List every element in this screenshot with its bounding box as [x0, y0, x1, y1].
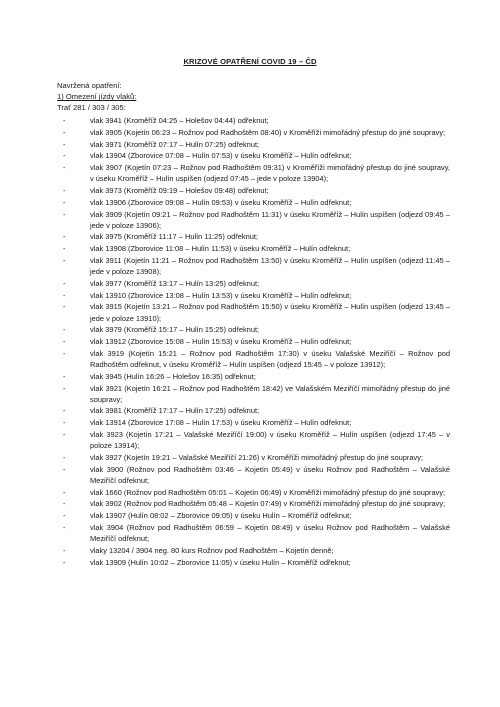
- list-item: [57, 290, 450, 301]
- list-item-text: vlak 13907 (Hulín 08:02 – Zborovice 09:05) v úseku Hulín – Kroměříž odřeknut;: [90, 511, 352, 521]
- list-item-text: vlak 3975 (Kroměříž 11:17 – Hulín 11:25) odřeknut;: [90, 232, 258, 242]
- bullet-dash: -: [63, 557, 66, 567]
- bullet-dash: -: [63, 511, 66, 521]
- list-item: [57, 162, 450, 184]
- list-item-text: vlak 3979 (Kroměříž 15:17 – Hulín 15:25) odřeknut;: [90, 325, 260, 335]
- list-item: [57, 371, 450, 382]
- bullet-dash: -: [63, 127, 66, 137]
- bullet-dash: -: [63, 406, 66, 416]
- bullet-dash: -: [63, 337, 66, 347]
- bullet-dash: -: [63, 116, 66, 125]
- bullet-dash: -: [63, 290, 66, 300]
- list-item: [57, 185, 450, 196]
- bullet-dash: -: [63, 163, 66, 173]
- list-item: [57, 348, 450, 370]
- list-item-text: vlak 13906 (Zborovice 09:08 – Hulín 09:53) v úseku Kroměříž – Hulín odřeknut;: [90, 197, 352, 207]
- list-item-text: vlak 3981 (Kroměříž 17:17 – Hulín 17:25) odřeknut;: [90, 406, 260, 416]
- bullet-dash: -: [63, 499, 66, 509]
- list-item-text: vlak 3907 (Kojetín 07:23 – Rožnov pod Radhoštěm 09:31) v Kroměříži mimořádný přestup do jiné soupravy, v úseku Kroměříž – Hulín uspíšen (odjezd 07:45 – jede v poloze 13904);: [90, 163, 450, 184]
- list-item: [57, 127, 450, 138]
- list-item-text: vlak 3900 (Rožnov pod Radhoštěm 03:46 – Kojetín 05:49) v úseku Rožnov pod Radhoštěm – Valašské Meziříčí odřeknut;: [90, 464, 450, 485]
- list-item: [57, 545, 450, 556]
- bullet-dash: -: [63, 325, 66, 335]
- list-item: [57, 487, 450, 498]
- list-item: [57, 498, 450, 509]
- list-item: [57, 139, 450, 150]
- section-heading: 1) Omezení jízdy vlaků:: [57, 92, 137, 102]
- bullet-dash: -: [63, 371, 66, 381]
- bullet-dash: -: [63, 139, 66, 149]
- list-item: [57, 557, 450, 568]
- bullet-dash: -: [63, 151, 66, 161]
- bullet-dash: -: [63, 244, 66, 254]
- bullet-dash: -: [63, 522, 66, 532]
- list-item-text: vlak 13914 (Zborovice 17:08 – Hulín 17:53) v úseku Kroměříž – Hulín odřeknut;: [90, 418, 352, 428]
- list-item-text: vlak 3905 (Kojetín 06:23 – Rožnov pod Radhoštěm 08:40) v Kroměříži mimořádný přestup do jiné soupravy;: [90, 127, 446, 137]
- list-item: [57, 278, 450, 289]
- bullet-dash: -: [63, 452, 66, 462]
- bullet-dash: -: [63, 197, 66, 207]
- list-item-text: vlak 3977 (Kroměříž 13:17 – Hulín 13:25) odřeknut;: [90, 278, 260, 288]
- bullet-dash: -: [63, 383, 66, 393]
- document-title: KRIZOVÉ OPATŘENÍ COVID 19 – ČD: [183, 57, 317, 66]
- list-item: [57, 209, 450, 231]
- list-item: [57, 405, 450, 416]
- list-item: [57, 243, 450, 254]
- list-item-text: vlak 13909 (Hulín 10:02 – Zborovice 11:05) v úseku Hulín – Kroměříž odřeknut;: [90, 557, 351, 567]
- list-item-text: vlak 3973 (Kroměříž 09:19 – Holešov 09:48) odřeknut;: [90, 186, 269, 195]
- list-item-text: vlak 3921 (Kojetín 16:21 – Rožnov pod Radhoštěm 18:42) ve Valašském Meziříčí mimořádný přestup do jiné soupravy;: [90, 383, 450, 404]
- list-item: [57, 115, 450, 126]
- list-item-text: vlak 3919 (Kojetín 15:21 – Rožnov pod Radhoštěm 17:30) v úseku Valašské Meziříčí – Rožnov pod Radhoštěm odřeknut, v úseku Kroměříž – Hulín uspíšen (odjezd 15:45 – v poloze 13912);: [90, 348, 450, 369]
- list-item: [57, 510, 450, 521]
- track-label: Trať 281 / 303 / 305:: [57, 103, 126, 113]
- list-item: [57, 324, 450, 335]
- bullet-dash: -: [63, 209, 66, 219]
- list-item: [57, 417, 450, 428]
- list-item-text: vlak 3902 (Rožnov pod Radhoštěm 05:48 – Kojetín 07:49) v Kroměříži mimořádný přestup do jiné soupravy;: [90, 499, 446, 509]
- list-item-text: vlak 13904 (Zborovice 07:08 – Hulín 07:53) v úseku Kroměříž – Hulín odřeknut;: [90, 151, 352, 161]
- list-item-text: vlak 3923 (Kojetín 17:21 – Valašské Meziříčí 19:00) v úseku Kroměříž – Hulín uspíšen (odjezd 17:45 – v poloze 13914);: [90, 429, 450, 451]
- list-item-text: vlak 1660 (Rožnov pod Radhoštěm 05:01 – Kojetín 06:49) v Kroměříži mimořádný přestup do jiné soupravy;: [90, 487, 446, 497]
- bullet-dash: -: [63, 348, 66, 358]
- list-item: [57, 452, 450, 463]
- list-item: [57, 255, 450, 277]
- bullet-dash: -: [63, 429, 66, 439]
- bullet-dash: -: [63, 545, 66, 555]
- list-item-text: vlak 3971 (Kroměříž 07:17 – Hulín 07:25) odřeknut;: [90, 139, 260, 149]
- intro-block: [57, 80, 136, 114]
- list-item-text: vlak 3904 (Rožnov pod Radhoštěm 06:59 – Kojetín 08:49) v úseku Rožnov pod Radhoštěm – Valašské Meziříčí odřeknut;: [90, 522, 450, 543]
- measures-heading: Navržená opatření:: [57, 81, 122, 90]
- bullet-dash: -: [63, 232, 66, 242]
- bullet-dash: -: [63, 256, 66, 265]
- list-item: [57, 231, 450, 242]
- list-item-text: vlak 13908 (Zborovice 11:08 – Hulín 11:53) v úseku Kroměříž – Hulín odřeknut;: [90, 244, 351, 254]
- list-item: [57, 336, 450, 347]
- list-item: [57, 150, 450, 161]
- bullet-dash: -: [63, 418, 66, 428]
- bullet-dash: -: [63, 302, 66, 312]
- list-item-text: vlak 3909 (Kojetín 09:21 – Rožnov pod Radhoštěm 11:31) v úseku Kroměříž – Hulín uspíšen (odjezd 09:45 – jede v poloze 13906);: [90, 209, 450, 230]
- list-item-text: vlak 3945 (Hulín 16:26 – Holešov 16:35) odřeknut;: [90, 371, 256, 381]
- list-item: [57, 464, 450, 486]
- list-item-text: vlak 3927 (Kojetín 19:21 – Valašské Meziříčí 21:26) v Kroměříži mimořádný přestup do jiné soupravy;: [90, 452, 424, 462]
- train-list: [57, 115, 450, 568]
- list-item: [57, 429, 450, 451]
- list-item: [57, 301, 450, 323]
- bullet-dash: -: [63, 186, 66, 195]
- bullet-dash: -: [63, 487, 66, 497]
- bullet-dash: -: [63, 464, 66, 474]
- list-item-text: vlak 13912 (Zborovice 15:08 – Hulín 15:53) v úseku Kroměříž – Hulín odřeknut;: [90, 337, 352, 347]
- list-item-text: vlak 3915 (Kojetín 13:21 – Rožnov pod Radhoštěm 15:50) v úseku Kroměříž – Hulín uspíšen (odjezd 13:45 – jede v poloze 13910);: [90, 302, 450, 323]
- list-item-text: vlak 3911 (Kojetín 11:21 – Rožnov pod Radhoštěm 13:50) v úseku Kroměříž – Hulín uspíšen (odjezd 11:45 – jede v poloze 13908);: [90, 256, 450, 277]
- bullet-dash: -: [63, 278, 66, 288]
- list-item-text: vlak 13910 (Zborovice 13:08 – Hulín 13:53) v úseku Kroměříž – Hulín odřeknut;: [90, 290, 352, 300]
- list-item: [57, 522, 450, 544]
- list-item-text: vlak 3941 (Kroměříž 04:25 – Holešov 04:44) odřeknut;: [90, 116, 269, 125]
- list-item: [57, 383, 450, 405]
- list-item: [57, 197, 450, 208]
- list-item-text: vlaky 13204 / 3904 neg. 80 kurs Rožnov pod Radhoštěm – Kojetín denně;: [90, 545, 334, 555]
